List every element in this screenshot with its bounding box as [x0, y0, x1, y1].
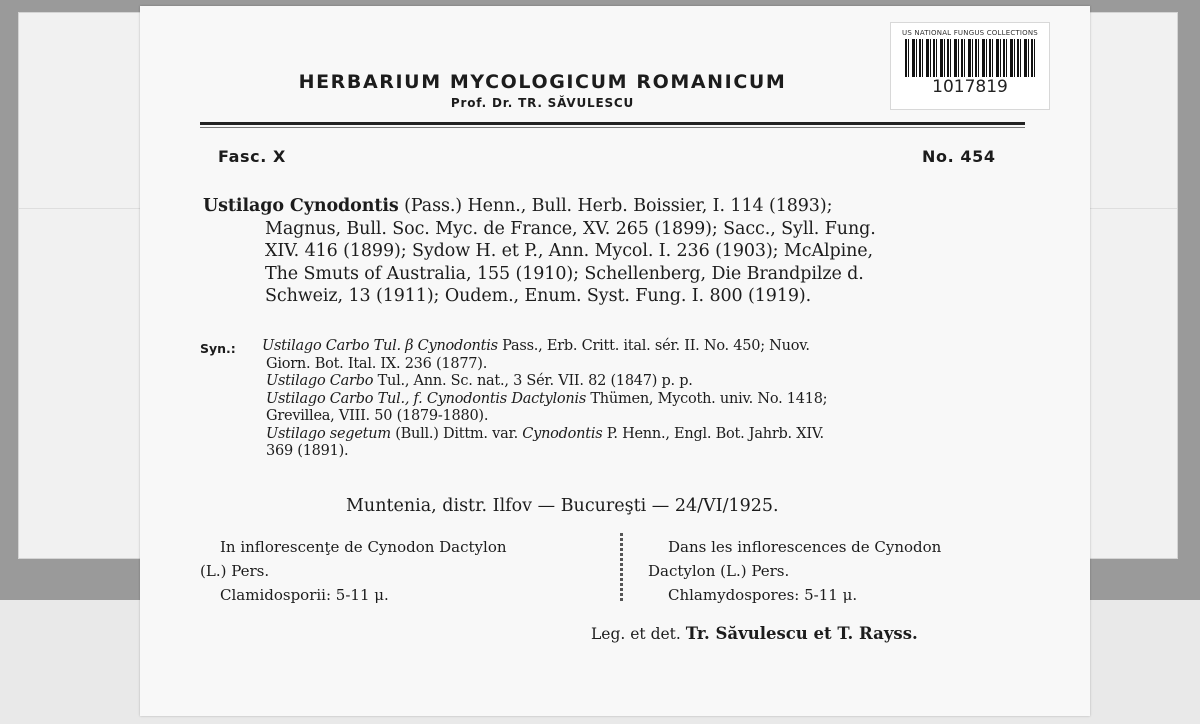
barcode-icon — [905, 39, 1035, 77]
synonyms-label: Syn.: — [200, 341, 236, 356]
spore-size: Chlamydospores: 5-11 μ. — [668, 586, 858, 604]
barcode-number: 1017819 — [932, 77, 1008, 97]
column-divider — [620, 533, 623, 603]
synonym-ref: Giorn. Bot. Ital. IX. 236 (1877). — [266, 355, 488, 372]
habitat-line: Dans les inflorescences de Cynodon — [668, 538, 942, 556]
synonym-name: Ustilago Carbo Tul., f. Cynodontis Dactylonis — [266, 390, 587, 407]
habitat-line: (L.) Pers. — [200, 562, 270, 580]
collection-locality: Muntenia, distr. Ilfov — Bucureşti — 24/VI/1925. — [346, 496, 779, 516]
synonym-ref: Grevillea, VIII. 50 (1879-1880). — [266, 408, 489, 424]
herbarium-subtitle: Prof. Dr. TR. SĂVULESCU — [450, 96, 635, 110]
fascicle-number: Fasc. X — [218, 147, 286, 166]
barcode-label — [890, 22, 1050, 110]
synonym-name: Ustilago Carbo Tul. β Cynodontis — [262, 338, 498, 354]
synonym-ref: (Bull.) Dittm. var. — [390, 425, 523, 442]
synonym-ref: Pass., Erb. Critt. ital. sér. II. No. 450; Nuov. — [497, 338, 810, 354]
citation-line: (Pass.) Henn., Bull. Herb. Boissier, I. 114 (1893); — [404, 196, 833, 216]
taxon-name: Ustilago Cynodontis — [203, 196, 399, 216]
citation-line: The Smuts of Australia, 155 (1910); Schellenberg, Die Brandpilze d. — [265, 263, 864, 284]
synonym-ref: Thümen, Mycoth. univ. No. 1418; — [586, 390, 828, 407]
synonym-name: Ustilago Carbo — [266, 373, 374, 389]
header-rule — [200, 122, 1025, 125]
citation-line: XIV. 416 (1899); Sydow H. et P., Ann. Mycol. I. 236 (1903); McAlpine, — [265, 241, 873, 261]
synonym-ref: 369 (1891). — [266, 443, 349, 459]
herbarium-title: HERBARIUM MYCOLOGICUM ROMANICUM — [298, 71, 787, 93]
taxon-citation — [203, 195, 1026, 308]
synonyms-list — [262, 338, 1032, 461]
citation-line: Magnus, Bull. Soc. Myc. de France, XV. 265 (1899); Sacc., Syll. Fung. — [265, 218, 876, 239]
barcode-caption: US NATIONAL FUNGUS COLLECTIONS — [902, 29, 1038, 37]
habitat-line: Dactylon (L.) Pers. — [648, 562, 790, 580]
header-rule-thin — [200, 127, 1025, 128]
spore-size: Clamidosporii: 5-11 μ. — [220, 586, 389, 604]
habitat-romanian — [200, 535, 620, 607]
habitat-french — [648, 535, 1028, 607]
collector-line — [591, 624, 918, 643]
habitat-line: In inflorescenţe de Cynodon Dactylon — [220, 538, 507, 556]
citation-line: Schweiz, 13 (1911); Oudem., Enum. Syst. Fung. I. 800 (1919). — [265, 286, 812, 306]
synonym-ref: P. Henn., Engl. Bot. Jahrb. XIV. — [602, 425, 824, 442]
specimen-number: No. 454 — [922, 147, 996, 166]
synonym-ref: Tul., Ann. Sc. nat., 3 Sér. VII. 82 (1847) p. p. — [373, 373, 693, 389]
synonym-name: Ustilago segetum — [266, 425, 391, 442]
collector-names: Tr. Săvulescu et T. Rayss. — [685, 624, 918, 643]
collector-prefix: Leg. et det. — [591, 625, 681, 643]
synonym-name: Cynodontis — [522, 425, 603, 442]
